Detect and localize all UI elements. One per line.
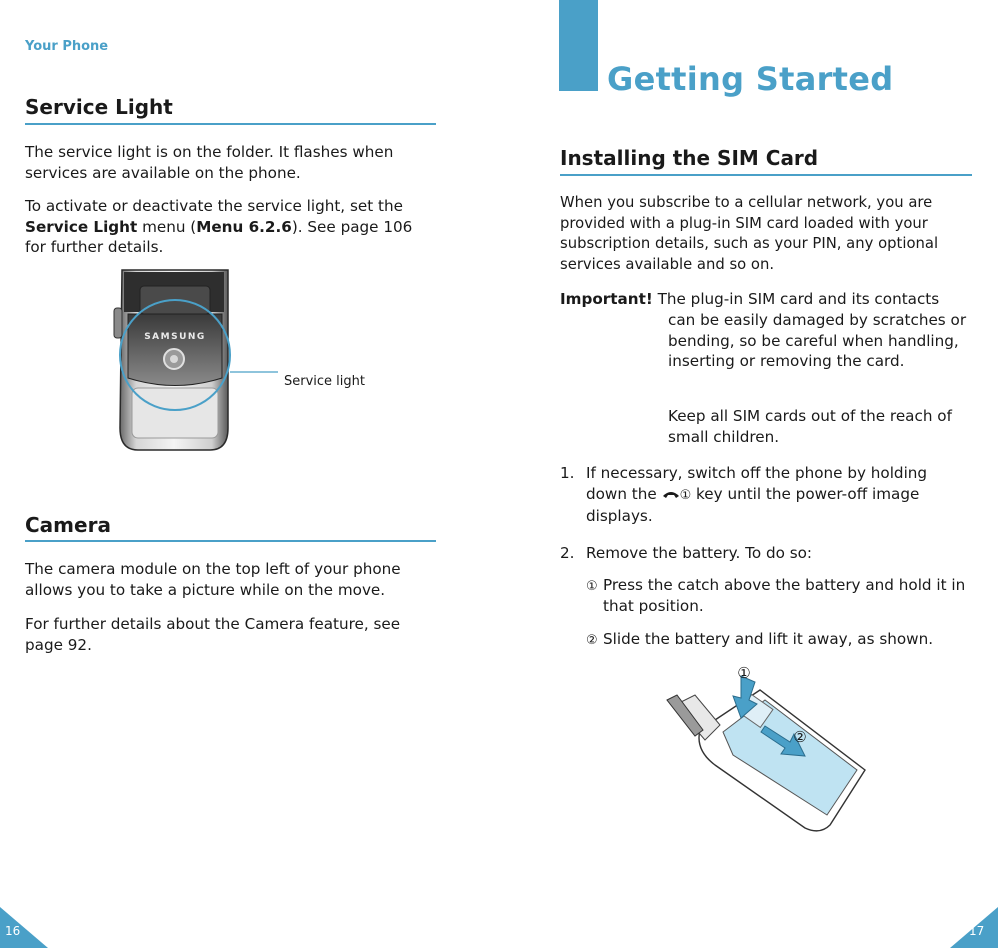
- page-number-right: 17: [969, 924, 985, 938]
- substep2-marker: ②: [586, 633, 598, 648]
- figure-marker-1: ①: [737, 664, 751, 682]
- substep1-marker: ①: [586, 579, 598, 594]
- step2-text: Remove the battery. To do so:: [586, 544, 813, 562]
- running-head: Your Phone: [25, 39, 109, 54]
- section-heading-camera: Camera: [25, 513, 111, 537]
- phone-service-light-figure: [110, 268, 375, 453]
- chapter-tab: [559, 0, 598, 91]
- page-number-left: 16: [5, 924, 21, 938]
- step1-number: 1.: [560, 464, 575, 482]
- important-note-line1: Important! The plug-in SIM card and its contacts: [560, 290, 940, 308]
- heading-rule: [560, 174, 972, 176]
- important-note-2: Keep all SIM cards out of the reach of small children.: [668, 407, 952, 446]
- service-light-dot: [170, 355, 178, 363]
- substep1-text: Press the catch above the battery and hold it in that position.: [603, 576, 966, 615]
- service-light-para2: To activate or deactivate the service light, set the Service Light menu (Menu 6.2.6). See page 106 for further details.: [25, 197, 413, 256]
- chapter-title: Getting Started: [607, 60, 894, 98]
- end-power-key-icon: [662, 484, 680, 505]
- heading-rule: [25, 123, 436, 125]
- figure-label-service-light: Service light: [284, 374, 365, 389]
- heading-rule: [25, 540, 436, 542]
- section-heading-service-light: Service Light: [25, 95, 173, 119]
- service-light-para1: The service light is on the folder. It flashes when services are available on the phone.: [25, 143, 394, 182]
- figure-marker-2: ②: [793, 728, 807, 746]
- camera-para1: The camera module on the top left of your phone allows you to take a picture while on the move.: [25, 560, 401, 599]
- battery-removal-figure: [665, 660, 880, 840]
- section-heading-sim: Installing the SIM Card: [560, 146, 819, 170]
- brand-logo: SAMSUNG: [144, 332, 206, 342]
- camera-para2: For further details about the Camera feature, see page 92.: [25, 615, 401, 654]
- substep2-text: Slide the battery and lift it away, as shown.: [603, 630, 934, 648]
- step2-number: 2.: [560, 544, 575, 562]
- important-note-rest: can be easily damaged by scratches or bending, so be careful when handling, inserting or removing the card.: [668, 311, 967, 370]
- step1-text: If necessary, switch off the phone by holding down the ① key until the power-off image displays.: [586, 464, 928, 525]
- phone-back: [667, 690, 865, 831]
- sim-intro: When you subscribe to a cellular network, you are provided with a plug-in SIM card loaded with your subscription details, such as your PIN, any optional services available and so on.: [560, 194, 939, 273]
